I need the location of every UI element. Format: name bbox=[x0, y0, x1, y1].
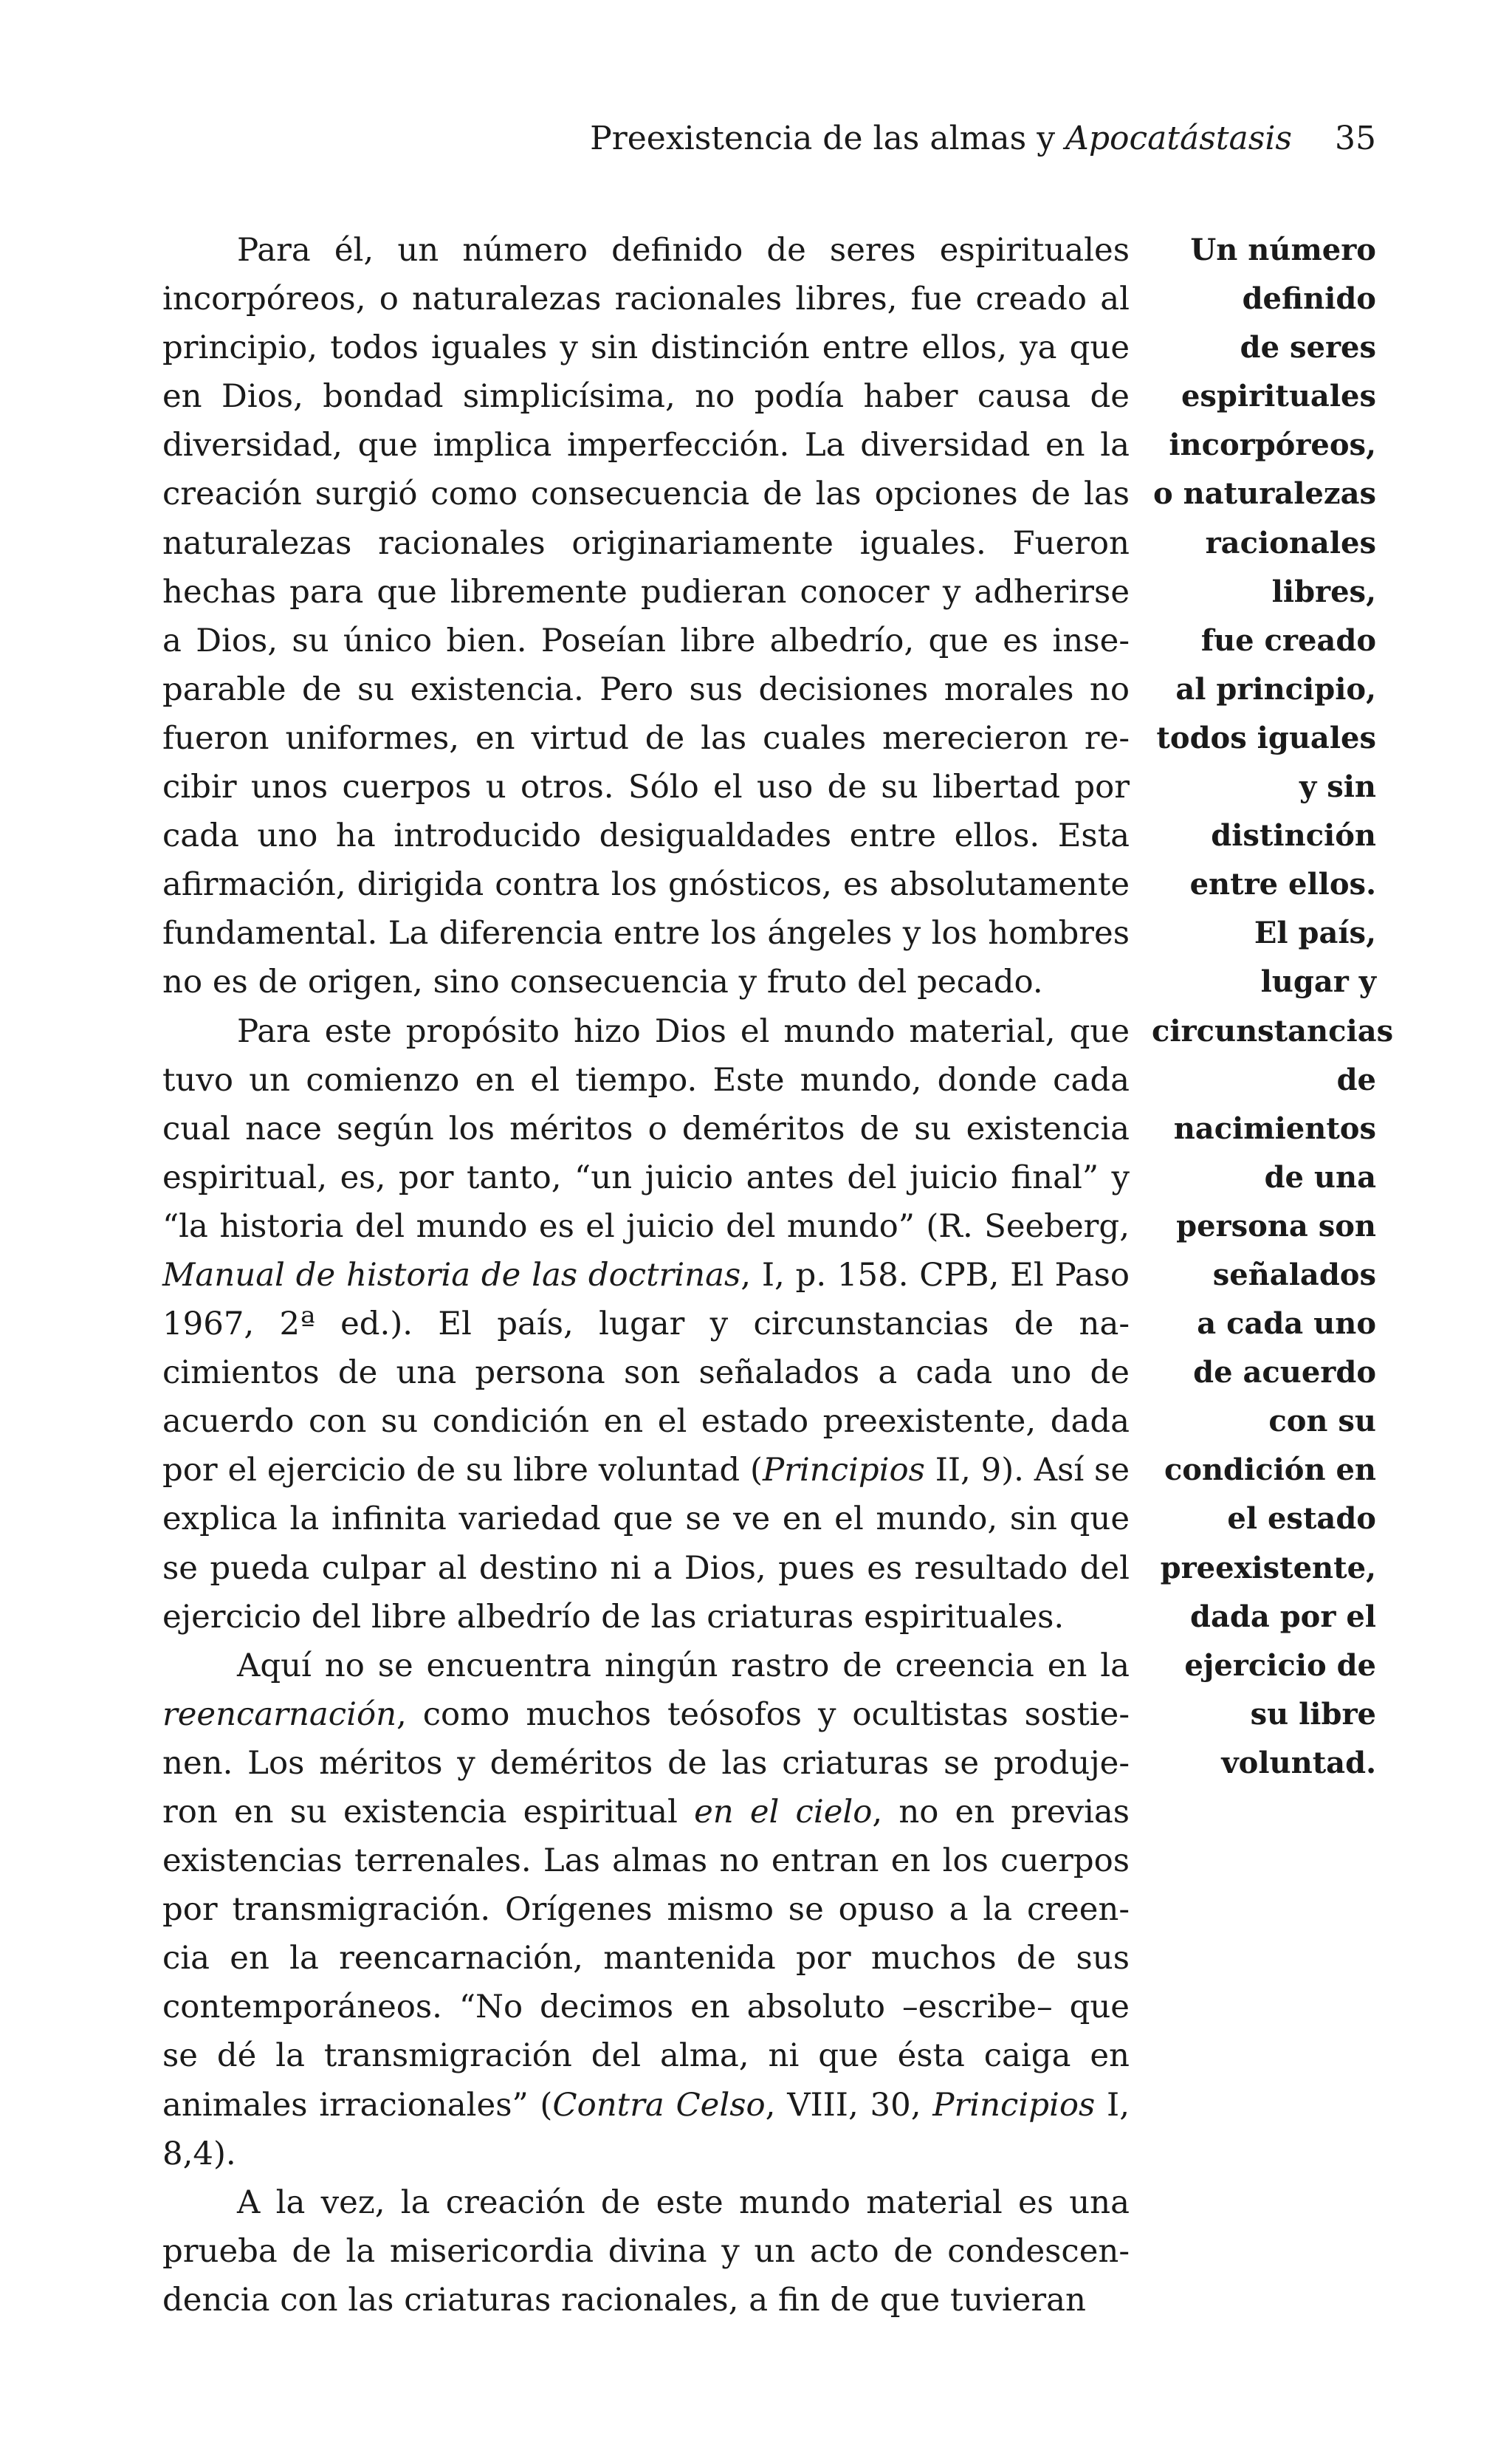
main-text-column bbox=[162, 226, 1130, 2325]
phrase-en-el-cielo: en el cielo bbox=[694, 1794, 873, 1831]
running-head bbox=[162, 118, 1376, 159]
page-number: 35 bbox=[1335, 120, 1376, 157]
paragraph-2 bbox=[162, 1007, 1130, 1641]
running-head-title-emphasis: Apocatástasis bbox=[1065, 120, 1292, 157]
paragraph-2-text-a: Para este propósito hizo Dios el mundo material, que tuvo un comienzo en el tiempo. Este mundo, donde cada cual nace según los méritos o deméritos de su existencia espiritual, es, por tanto, “un juicio antes del juicio final” y “la historia del mundo es el juicio del mundo” (R. Seeberg, bbox=[162, 1012, 1130, 1245]
paragraph-2-text-c: II, 9). Así se explica la infinita variedad que se ve en el mundo, sin que se pueda culpar al destino ni a Dios, pues es resultado del ejercicio del libre albedrío de las criaturas espirituales. bbox=[162, 1452, 1130, 1636]
paragraph-3 bbox=[162, 1641, 1130, 2178]
book-title: Manual de historia de las doctrinas bbox=[162, 1256, 741, 1294]
reference-contra-celso: Contra Celso bbox=[552, 2086, 766, 2124]
margin-note: Un número definido de seres espirituales incorpóreos, o naturalezas racionales libres, fue creado al principio, todos iguales y sin distinción entre ellos. El país, lugar y circunstancias de nacimientos de una persona son señalados a cada uno de acuerdo con su condición en el estado preexistente, dada por el ejercicio de su libre voluntad. bbox=[1152, 233, 1394, 1780]
paragraph-3-text-b: , como muchos teósofos y ocultistas sostienen. Los méritos y deméritos de las criaturas se produjeron en su existencia espiritual bbox=[162, 1695, 1130, 1831]
running-head-title: Preexistencia de las almas y bbox=[590, 120, 1066, 157]
paragraph-3-text-c: , no en previas existencias terrenales. Las almas no entran en los cuerpos por transmigración. Orígenes mismo se opuso a la creencia en la reencarnación, mantenida por muchos de sus contemporáneos. “No decimos en absoluto –escribe– que se dé la transmigración del alma, ni que ésta caiga en animales irracionales” ( bbox=[162, 1794, 1130, 2124]
term-reencarnacion: reencarnación bbox=[162, 1695, 397, 1733]
paragraph-1: Para él, un número definido de seres espirituales incorpóreos, o naturalezas racionales libres, fue creado al principio, todos iguales y sin distinción entre ellos, ya que en Dios, bondad simplicísima, no podía haber causa de diversidad, que implica imperfección. La diversidad en la creación surgió como consecuencia de las opciones de las naturalezas racionales originariamente iguales. Fueron hechas para que libremente pudieran conocer y adherirse a Dios, su único bien. Poseían libre albedrío, que es inseparable de su existencia. Pero sus decisiones morales no fueron uniformes, en virtud de las cuales merecieron recibir unos cuerpos u otros. Sólo el uso de su libertad por cada uno ha introducido desigualdades entre ellos. Esta afirmación, dirigida contra los gnósticos, es absolutamente fundamental. La diferencia entre los ángeles y los hombres no es de origen, sino consecuencia y fruto del pecado. bbox=[162, 232, 1130, 1001]
paragraph-3-text-d: , VIII, 30, bbox=[765, 2086, 933, 2124]
paragraph-3-text-a: Aquí no se encuentra ningún rastro de creencia en la bbox=[237, 1647, 1130, 1684]
reference-principios-2: Principios bbox=[932, 2086, 1096, 2124]
paragraph-3-text-e: I, 8,4). bbox=[162, 2086, 1130, 2172]
reference-principios: Principios bbox=[762, 1452, 925, 1489]
paragraph-4: A la vez, la creación de este mundo material es una prueba de la misericordia divina y un acto de condescendencia con las criaturas racionales, a fin de que tuvieran bbox=[162, 2183, 1130, 2319]
paragraph-2-text-b: , I, p. 158. CPB, El Paso 1967, 2ª ed.). El país, lugar y circunstancias de nacimientos de una persona son señalados a cada uno de acuerdo con su condición en el estado preexistente, dada por el ejercicio de su libre voluntad ( bbox=[162, 1256, 1130, 1489]
